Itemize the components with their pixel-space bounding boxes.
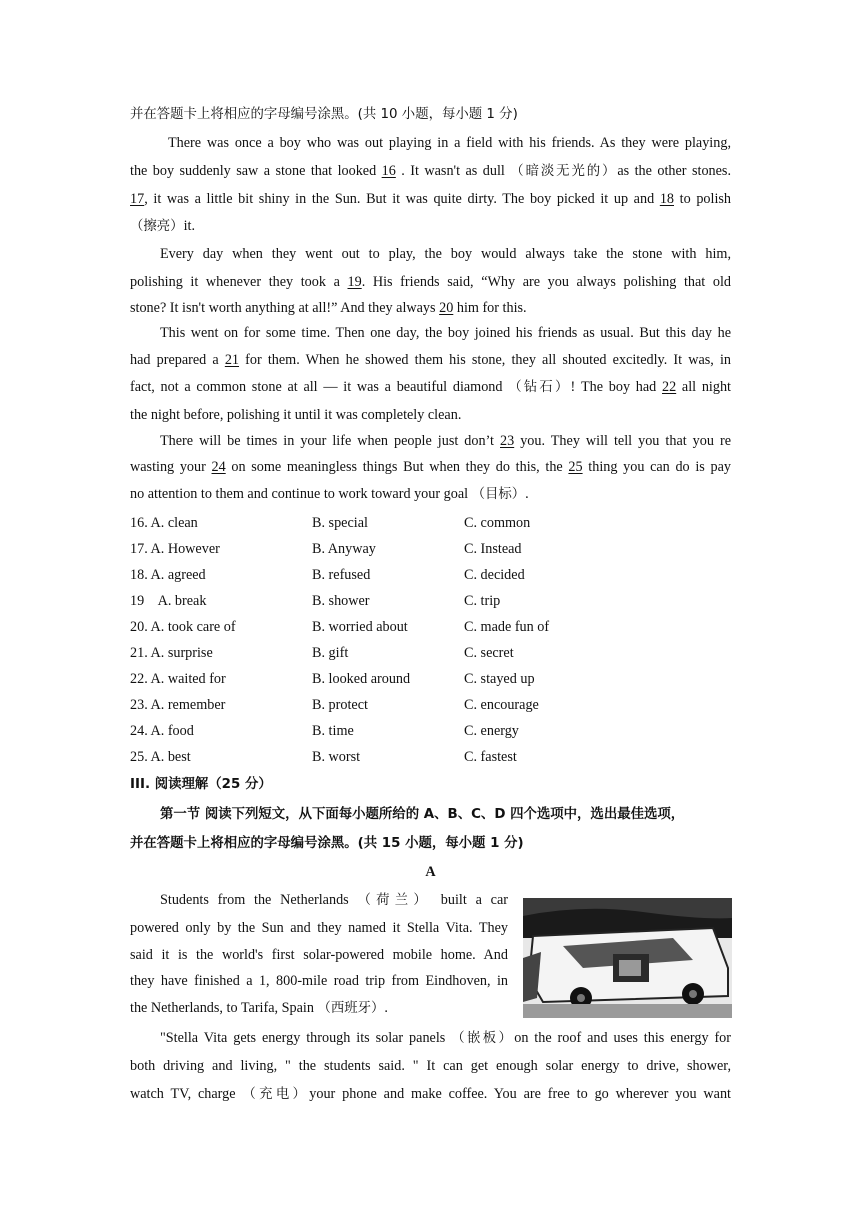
option-c: C. trip <box>464 593 501 609</box>
passage-line: had prepared a 21 for them. When he showed them his stone, they all shouted excitedly. It was, in <box>130 352 731 368</box>
section-instruction: 并在答题卡上将相应的字母编号涂黑。(共 15 小题，每小题 1 分) <box>130 836 524 851</box>
blank-24: 24 <box>211 459 226 475</box>
passage-label: A <box>425 864 436 880</box>
passage-line: There will be times in your life when people just don’t 23 you. They will tell you that you re <box>160 433 731 449</box>
passage-line: There was once a boy who was out playing in a field with his friends. As they were playing, <box>168 135 731 151</box>
option-row <box>130 617 731 637</box>
blank-20: 20 <box>439 300 454 316</box>
option-row <box>130 591 731 611</box>
option-a: 17. A. However <box>130 541 220 557</box>
passage-line: the night before, polishing it until it was completely clean. <box>130 407 462 423</box>
section-instruction-tail: 并在答题卡上将相应的字母编号涂黑。(共 10 小题，每小题 1 分) <box>130 107 518 122</box>
option-a: 24. A. food <box>130 723 194 739</box>
blank-18: 18 <box>659 191 674 207</box>
passage-line: Every day when they went out to play, the boy would always take the stone with him, <box>160 246 731 262</box>
option-a: 18. A. agreed <box>130 567 206 583</box>
passage-line: they have finished a 1, 800-mile road trip from Eindhoven, in <box>130 973 508 989</box>
blank-23: 23 <box>500 433 515 449</box>
blank-25: 25 <box>568 459 583 475</box>
option-row <box>130 513 731 533</box>
section-instruction: 第一节 阅读下列短文，从下面每小题所给的 A、B、C、D 四个选项中，选出最佳选项， <box>160 807 685 822</box>
option-row <box>130 565 731 585</box>
option-b: B. worst <box>312 749 361 765</box>
option-row <box>130 695 731 715</box>
option-row <box>130 747 731 767</box>
solar-car-photo <box>523 898 732 1018</box>
option-b: B. time <box>312 723 354 739</box>
option-b: B. special <box>312 515 368 531</box>
option-a: 20. A. took care of <box>130 619 236 635</box>
option-a: 16. A. clean <box>130 515 198 531</box>
option-c: C. common <box>464 515 531 531</box>
option-row <box>130 669 731 689</box>
passage-line: wasting your 24 on some meaningless things But when they do this, the 25 thing you can do is pay <box>130 459 731 475</box>
option-row <box>130 539 731 559</box>
passage-line: "Stella Vita gets energy through its solar panels （嵌板）on the roof and uses this energy for <box>160 1030 732 1046</box>
passage-line: both driving and living, " the students said. " It can get enough solar energy to drive, shower, <box>130 1058 731 1074</box>
blank-21: 21 <box>224 352 240 368</box>
blank-19: 19 <box>347 274 362 290</box>
passage-line: fact, not a common stone at all — it was a beautiful diamond （钻石）! The boy had 22 all night <box>130 379 731 395</box>
option-b: B. shower <box>312 593 370 609</box>
blank-16: 16 <box>381 163 396 179</box>
option-c: C. secret <box>464 645 514 661</box>
option-b: B. gift <box>312 645 349 661</box>
option-c: C. made fun of <box>464 619 550 635</box>
option-c: C. encourage <box>464 697 539 713</box>
option-b: B. looked around <box>312 671 411 687</box>
option-a: 23. A. remember <box>130 697 226 713</box>
passage-line: （擦亮）it. <box>130 218 195 234</box>
passage-line: polishing it whenever they took a 19. His friends said, “Why are you always polishing that old <box>130 274 731 290</box>
option-c: C. fastest <box>464 749 517 765</box>
passage-line: 17, it was a little bit shiny in the Sun. But it was quite dirty. The boy picked it up and 18 to polish <box>130 191 731 207</box>
option-a: 22. A. waited for <box>130 671 226 687</box>
option-b: B. worried about <box>312 619 408 635</box>
section-heading: III. 阅读理解（25 分） <box>130 777 272 792</box>
option-b: B. protect <box>312 697 368 713</box>
option-a: 25. A. best <box>130 749 191 765</box>
option-a: 19 A. break <box>130 593 207 609</box>
blank-22: 22 <box>662 379 677 395</box>
option-row <box>130 721 731 741</box>
passage-line: the Netherlands, to Tarifa, Spain （西班牙）. <box>130 1000 388 1016</box>
passage-line: powered only by the Sun and they named it Stella Vita. They <box>130 920 508 936</box>
passage-line: said it is the world's first solar-powered mobile home. And <box>130 947 508 963</box>
passage-line: watch TV, charge （充电）your phone and make coffee. You are free to go wherever you want <box>130 1086 732 1102</box>
option-a: 21. A. surprise <box>130 645 213 661</box>
passage-line: the boy suddenly saw a stone that looked 16 . It wasn't as dull （暗淡无光的）as the other stones. <box>130 163 731 179</box>
option-c: C. decided <box>464 567 525 583</box>
blank-17: 17 <box>130 191 145 207</box>
option-b: B. refused <box>312 567 371 583</box>
option-c: C. stayed up <box>464 671 535 687</box>
option-c: C. energy <box>464 723 519 739</box>
option-c: C. Instead <box>464 541 522 557</box>
passage-line: This went on for some time. Then one day, the boy joined his friends as usual. But this day he <box>160 325 731 341</box>
passage-line: stone? It isn't worth anything at all!” And they always 20 him for this. <box>130 300 527 316</box>
passage-line: no attention to them and continue to work toward your goal （目标）. <box>130 486 529 502</box>
option-row <box>130 643 731 663</box>
option-b: B. Anyway <box>312 541 376 557</box>
passage-line: Students from the Netherlands （荷兰） built a car <box>160 892 509 908</box>
